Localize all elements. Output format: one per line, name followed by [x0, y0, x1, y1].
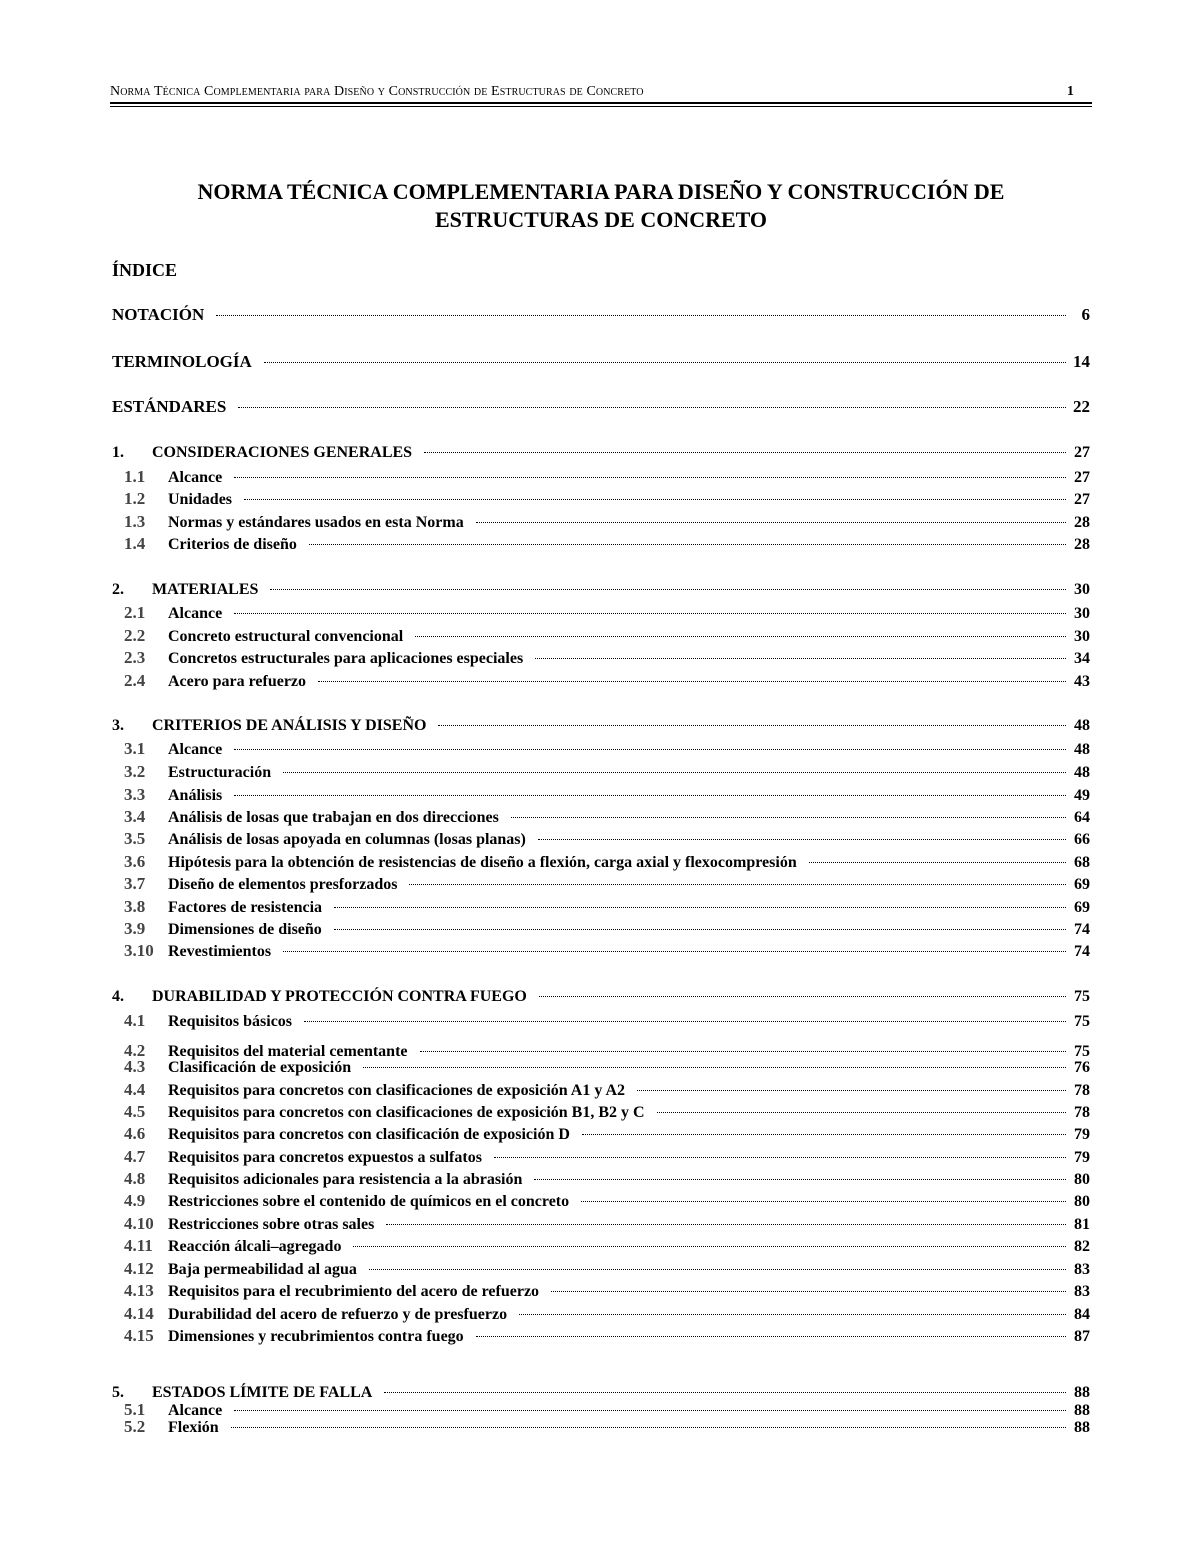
toc-entry-title: DURABILIDAD Y PROTECCIÓN CONTRA FUEGO [152, 988, 527, 1005]
dot-leader [386, 1224, 1066, 1225]
dot-leader [409, 884, 1066, 885]
toc-entry-number: 3.7 [124, 874, 146, 893]
toc-entry-number: 4.5 [124, 1102, 146, 1121]
dot-leader [476, 522, 1066, 523]
toc-heading: ÍNDICE [112, 260, 178, 280]
toc-entry-page: 84 [1074, 1306, 1090, 1323]
toc-entry-page: 74 [1074, 943, 1090, 960]
toc-entry-page: 27 [1074, 469, 1090, 486]
toc-entry-page: 6 [1081, 305, 1090, 324]
toc-entry[interactable] [112, 512, 1090, 534]
toc-entry-page: 28 [1074, 536, 1090, 553]
toc-entry-title: Requisitos para concretos con clasificaciones de exposición B1, B2 y C [168, 1104, 645, 1121]
toc-entry[interactable] [112, 1057, 1090, 1079]
toc-entry-page: 88 [1074, 1402, 1090, 1419]
toc-entry-title: Concretos estructurales para aplicaciones especiales [168, 650, 524, 667]
dot-leader [494, 1157, 1066, 1158]
toc-entry-title: Revestimientos [168, 943, 272, 960]
dot-leader [363, 1067, 1066, 1068]
toc-entry-page: 75 [1074, 1043, 1090, 1060]
toc-entry-title: Baja permeabilidad al agua [168, 1261, 357, 1278]
toc-entry[interactable] [112, 919, 1090, 941]
toc-entry-page: 28 [1074, 514, 1090, 531]
toc-entry-title: Flexión [168, 1419, 219, 1436]
dot-leader [438, 725, 1066, 726]
toc-entry-number: 3. [112, 717, 124, 734]
toc-entry[interactable] [112, 1259, 1090, 1281]
dot-leader [334, 929, 1066, 930]
toc-entry-title: ESTÁNDARES [112, 397, 227, 416]
toc-entry[interactable] [112, 603, 1090, 625]
toc-entry-title: Normas y estándares usados en esta Norma [168, 514, 464, 531]
toc-entry-page: 30 [1074, 628, 1090, 645]
toc-entry-title: Durabilidad del acero de refuerzo y de presfuerzo [168, 1306, 508, 1323]
toc-entry-page: 82 [1074, 1238, 1090, 1255]
toc-entry-title: Análisis de losas que trabajan en dos direcciones [168, 809, 499, 826]
dot-leader [231, 1427, 1066, 1428]
toc-entry-number: 4.2 [124, 1041, 146, 1060]
toc-entry[interactable] [112, 1080, 1090, 1102]
toc-entry-title: Restricciones sobre el contenido de químicos en el concreto [168, 1193, 570, 1210]
toc-entry-title: Requisitos adicionales para resistencia a la abrasión [168, 1171, 523, 1188]
dot-leader [304, 1021, 1066, 1022]
toc-entry-page: 49 [1074, 787, 1090, 804]
toc-entry[interactable] [112, 762, 1090, 784]
dot-leader [519, 1314, 1066, 1315]
toc-entry-number: 4. [112, 988, 124, 1005]
toc-entry-title: CRITERIOS DE ANÁLISIS Y DISEÑO [152, 717, 427, 734]
toc-entry[interactable] [112, 852, 1090, 874]
dot-leader [424, 452, 1066, 453]
toc-entry[interactable] [112, 829, 1090, 851]
dot-leader [415, 636, 1066, 637]
toc-entry-title: Análisis de losas apoyada en columnas (losas planas) [168, 831, 526, 848]
dot-leader [238, 407, 1066, 408]
toc-entry-page: 68 [1074, 854, 1090, 871]
toc-entry-number: 2.3 [124, 648, 146, 667]
dot-leader [476, 1336, 1066, 1337]
toc-entry-number: 3.8 [124, 897, 146, 916]
toc-entry-title: Estructuración [168, 764, 272, 781]
document-title [110, 178, 1092, 234]
toc-entry-number: 2.4 [124, 671, 146, 690]
toc-entry-page: 75 [1074, 988, 1090, 1005]
toc-entry[interactable] [112, 581, 1090, 603]
toc-entry-title: Clasificación de exposición [168, 1059, 352, 1076]
toc-entry[interactable] [112, 941, 1090, 963]
toc-entry-page: 83 [1074, 1261, 1090, 1278]
toc-entry-page: 87 [1074, 1328, 1090, 1345]
header-rule-thin [110, 106, 1092, 107]
toc-entry-page: 69 [1074, 876, 1090, 893]
toc-entry-number: 1.4 [124, 534, 146, 553]
dot-leader [535, 658, 1066, 659]
dot-leader [234, 749, 1066, 750]
toc-entry[interactable] [112, 1281, 1090, 1303]
toc-entry-number: 4.15 [124, 1326, 154, 1345]
dot-leader [283, 951, 1066, 952]
toc-entry-title: NOTACIÓN [112, 305, 205, 324]
dot-leader [581, 1201, 1066, 1202]
title-line-2: ESTRUCTURAS DE CONCRETO [434, 207, 768, 232]
toc-entry-number: 5.2 [124, 1417, 146, 1436]
toc-entry[interactable] [112, 648, 1090, 670]
header-rule-thick [110, 102, 1092, 104]
toc-entry-title: Unidades [168, 491, 233, 508]
toc-entry[interactable] [112, 305, 1090, 327]
toc-entry[interactable] [112, 1147, 1090, 1169]
toc-entry-title: Criterios de diseño [168, 536, 297, 553]
dot-leader [538, 839, 1066, 840]
toc-entry-page: 75 [1074, 1013, 1090, 1030]
running-header [110, 84, 1092, 102]
toc-entry[interactable] [112, 444, 1090, 466]
dot-leader [234, 613, 1066, 614]
toc-entry-number: 4.6 [124, 1124, 146, 1143]
toc-entry-page: 80 [1074, 1193, 1090, 1210]
toc-entry-title: Hipótesis para la obtención de resistencias de diseño a flexión, carga axial y flexocompresión [168, 854, 797, 871]
toc-entry-title: Concreto estructural convencional [168, 628, 404, 645]
toc-entry-title: Análisis [168, 787, 223, 804]
toc-entry-number: 5.1 [124, 1400, 146, 1419]
toc-entry-title: Diseño de elementos presforzados [168, 876, 398, 893]
toc-entry-page: 74 [1074, 921, 1090, 938]
toc-entry-title: Requisitos para concretos expuestos a sulfatos [168, 1149, 482, 1166]
toc-entry[interactable] [112, 1011, 1090, 1033]
dot-leader [264, 362, 1066, 363]
toc-entry-number: 1.2 [124, 489, 146, 508]
toc-entry[interactable] [112, 626, 1090, 648]
toc-entry-number: 2.2 [124, 626, 146, 645]
dot-leader [420, 1051, 1066, 1052]
toc-entry-number: 4.13 [124, 1281, 154, 1300]
toc-entry-title: TERMINOLOGÍA [112, 352, 252, 371]
toc-entry[interactable] [112, 1326, 1090, 1348]
dot-leader [534, 1179, 1066, 1180]
toc-entry-title: Alcance [168, 1402, 223, 1419]
toc-entry-title: Requisitos del material cementante [168, 1043, 408, 1060]
toc-entry-number: 3.2 [124, 762, 146, 781]
toc-entry-page: 27 [1074, 444, 1090, 461]
dot-leader [551, 1291, 1066, 1292]
toc-entry[interactable] [112, 785, 1090, 807]
toc-entry-page: 64 [1074, 809, 1090, 826]
toc-entry-number: 4.14 [124, 1304, 154, 1323]
toc-entry[interactable] [112, 739, 1090, 761]
toc-entry-number: 1. [112, 444, 124, 461]
toc-entry-page: 14 [1073, 352, 1090, 371]
dot-leader [234, 477, 1066, 478]
toc-entry-page: 69 [1074, 899, 1090, 916]
toc-entry-page: 79 [1074, 1149, 1090, 1166]
dot-leader [270, 589, 1066, 590]
toc-entry-page: 78 [1074, 1104, 1090, 1121]
toc-entry-title: Requisitos para concretos con clasificación de exposición D [168, 1126, 570, 1143]
toc-entry-page: 79 [1074, 1126, 1090, 1143]
toc-entry[interactable] [112, 1417, 1090, 1439]
toc-entry-number: 3.5 [124, 829, 146, 848]
toc-entry-number: 3.3 [124, 785, 146, 804]
toc-entry-page: 83 [1074, 1283, 1090, 1300]
toc-entry[interactable] [112, 671, 1090, 693]
toc-entry[interactable] [112, 467, 1090, 489]
toc-entry-number: 4.12 [124, 1259, 154, 1278]
toc-entry-title: Alcance [168, 741, 223, 758]
toc-entry-title: Requisitos para el recubrimiento del acero de refuerzo [168, 1283, 540, 1300]
toc-entry-number: 4.1 [124, 1011, 146, 1030]
dot-leader [657, 1112, 1066, 1113]
toc-entry-number: 2. [112, 581, 124, 598]
dot-leader [511, 817, 1066, 818]
toc-entry-title: Reacción álcali–agregado [168, 1238, 342, 1255]
toc-entry[interactable] [112, 807, 1090, 829]
toc-entry-page: 66 [1074, 831, 1090, 848]
toc-entry-number: 2.1 [124, 603, 146, 622]
toc-entry-page: 78 [1074, 1082, 1090, 1099]
toc-entry-number: 4.10 [124, 1214, 154, 1233]
dot-leader [216, 315, 1066, 316]
toc-entry[interactable] [112, 397, 1090, 419]
toc-entry-page: 80 [1074, 1171, 1090, 1188]
toc-entry-page: 88 [1074, 1384, 1090, 1401]
toc-entry-number: 1.3 [124, 512, 146, 531]
toc-entry-number: 3.10 [124, 941, 154, 960]
dot-leader [244, 499, 1066, 500]
dot-leader [353, 1246, 1066, 1247]
toc-entry-title: Factores de resistencia [168, 899, 323, 916]
toc-entry[interactable] [112, 874, 1090, 896]
dot-leader [234, 795, 1066, 796]
toc-entry-title: CONSIDERACIONES GENERALES [152, 444, 413, 461]
dot-leader [384, 1392, 1066, 1393]
toc-entry[interactable] [112, 1214, 1090, 1236]
toc-entry-page: 34 [1074, 650, 1090, 667]
toc-entry[interactable] [112, 897, 1090, 919]
toc-entry-number: 3.6 [124, 852, 146, 871]
dot-leader [369, 1269, 1066, 1270]
toc-entry-number: 4.8 [124, 1169, 146, 1188]
toc-entry-number: 4.7 [124, 1147, 146, 1166]
toc-entry-title: Alcance [168, 469, 223, 486]
dot-leader [809, 862, 1066, 863]
toc-entry[interactable] [112, 1236, 1090, 1258]
toc-entry-number: 3.9 [124, 919, 146, 938]
toc-entry[interactable] [112, 534, 1090, 556]
toc-entry-title: Requisitos básicos [168, 1013, 293, 1030]
toc-entry-number: 3.1 [124, 739, 146, 758]
toc-entry-number: 1.1 [124, 467, 146, 486]
toc-entry-page: 22 [1073, 397, 1090, 416]
dot-leader [318, 681, 1066, 682]
toc-entry-page: 30 [1074, 581, 1090, 598]
dot-leader [309, 544, 1066, 545]
toc-entry-page: 27 [1074, 491, 1090, 508]
dot-leader [637, 1090, 1066, 1091]
toc-entry[interactable] [112, 352, 1090, 374]
toc-entry-title: Alcance [168, 605, 223, 622]
title-line-1: NORMA TÉCNICA COMPLEMENTARIA PARA DISEÑO Y CONSTRUCCIÓN DE [197, 179, 1005, 204]
toc-entry-number: 4.4 [124, 1080, 146, 1099]
running-title: Norma Técnica Complementaria para Diseño y Construcción de Estructuras de Concreto [110, 84, 644, 99]
toc-entry-title: Dimensiones de diseño [168, 921, 322, 938]
toc-entry-title: ESTADOS LÍMITE DE FALLA [152, 1384, 373, 1401]
toc-entry-number: 4.9 [124, 1191, 146, 1210]
toc-entry-page: 81 [1074, 1216, 1090, 1233]
toc-entry-page: 43 [1074, 673, 1090, 690]
toc-entry-title: MATERIALES [152, 581, 259, 598]
toc-entry-page: 88 [1074, 1419, 1090, 1436]
toc-entry-number: 5. [112, 1384, 124, 1401]
toc-entry-title: Dimensiones y recubrimientos contra fuego [168, 1328, 464, 1345]
toc-entry-title: Restricciones sobre otras sales [168, 1216, 375, 1233]
dot-leader [539, 996, 1066, 997]
dot-leader [283, 772, 1066, 773]
toc-entry-page: 48 [1074, 764, 1090, 781]
toc-entry-page: 30 [1074, 605, 1090, 622]
toc-entry-title: Requisitos para concretos con clasificaciones de exposición A1 y A2 [168, 1082, 626, 1099]
dot-leader [582, 1134, 1066, 1135]
toc-entry[interactable] [112, 1169, 1090, 1191]
toc-entry[interactable] [112, 1191, 1090, 1213]
toc-entry[interactable] [112, 1102, 1090, 1124]
toc-entry-title: Acero para refuerzo [168, 673, 307, 690]
toc-entry-number: 4.11 [124, 1236, 153, 1255]
toc-entry[interactable] [112, 1124, 1090, 1146]
toc-entry-number: 4.3 [124, 1057, 146, 1076]
toc-entry[interactable] [112, 717, 1090, 739]
toc-entry[interactable] [112, 1304, 1090, 1326]
dot-leader [234, 1410, 1066, 1411]
toc-entry[interactable] [112, 988, 1090, 1010]
page-number: 1 [1066, 84, 1074, 99]
toc-entry[interactable] [112, 489, 1090, 511]
toc-entry-page: 48 [1074, 741, 1090, 758]
dot-leader [334, 907, 1066, 908]
toc-entry-page: 76 [1074, 1059, 1090, 1076]
toc-entry-page: 48 [1074, 717, 1090, 734]
toc-entry-number: 3.4 [124, 807, 146, 826]
